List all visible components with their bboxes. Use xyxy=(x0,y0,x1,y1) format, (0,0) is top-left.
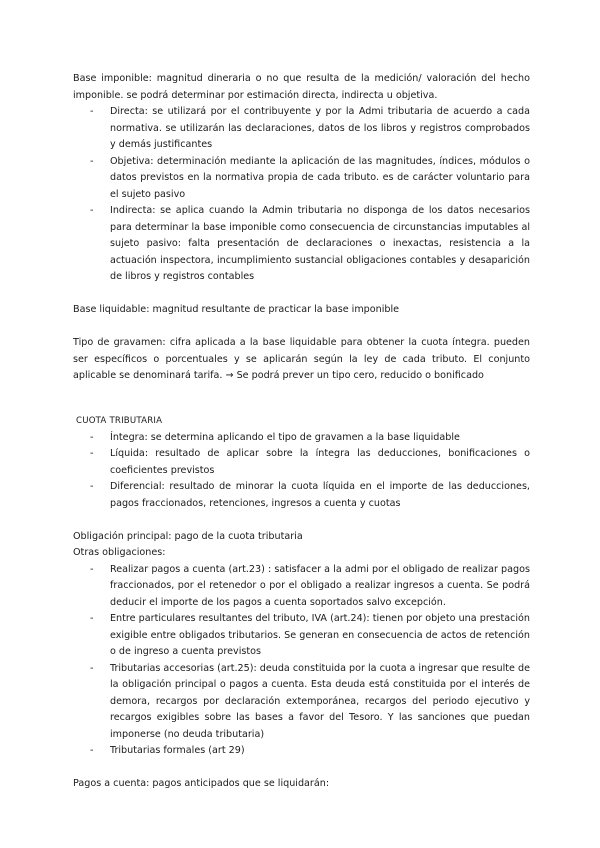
list-item: - Líquida: resultado de aplicar sobre la íntegra las deducciones, bonificaciones o coeficientes previstos xyxy=(73,446,530,479)
list-item: - Tributarias formales (art 29) xyxy=(73,743,530,760)
obligacion-principal-paragraph: Obligación principal: pago de la cuota tributaria xyxy=(73,530,303,542)
pagos-a-cuenta-paragraph: Pagos a cuenta: pagos anticipados que se liquidarán: xyxy=(73,778,330,789)
otras-obligaciones-label: Otras obligaciones: xyxy=(73,547,166,558)
list-item: - Indirecta: se aplica cuando la Admin tributaria no disponga de los datos necesarios para determinar la base imponible como consecuencia de circunstancias imputables al sujeto pasivo: falta presentación de declaraciones o inexactas, resistencia a la actuación inspectora, incumplimiento sustancial obligaciones contables y desaparición de libros y registros contables xyxy=(73,203,530,286)
list-item: - Objetiva: determinación mediante la aplicación de las magnitudes, índices, módulos o datos previstos en la normativa propia de cada tributo. es de carácter voluntario para el sujeto pasivo xyxy=(73,154,530,204)
list-item: - Realizar pagos a cuenta (art.23) : satisfacer a la admi por el obligado de realizar pagos fraccionados, por el retenedor o por el obligado a realizar ingresos a cuenta. Se podrá deducir el importe de los pagos a cuenta soportados salvo excepción. xyxy=(73,562,530,612)
otras-obligaciones-list xyxy=(73,562,530,760)
list-item: - Tributarias accesorias (art.25): deuda constituida por la cuota a ingresar que resulte de la obligación principal o pagos a cuenta. Esta deuda está constituida por el interés de demora, recargos por declaración extemporánea, recargos del periodo ejecutivo y recargos exigibles sobre las bases a favor del Tesoro. Y las sanciones que puedan imponerse (no deuda tributaria) xyxy=(73,661,530,744)
base-imponible-list xyxy=(73,104,530,286)
list-item: - Íntegra: se determina aplicando el tipo de gravamen a la base liquidable xyxy=(73,430,530,447)
cuota-tributaria-list xyxy=(73,430,530,513)
tipo-gravamen-paragraph: Tipo de gravamen: cifra aplicada a la base liquidable para obtener la cuota íntegra. pueden ser específicos o porcentuales y se aplicarán según la ley de cada tributo. El conjunto aplicable se denominará tarifa. → Se podrá prever un tipo cero, reducido o bonificado xyxy=(73,337,530,381)
base-imponible-paragraph: Base imponible: magnitud dineraria o no que resulta de la medición/ valoración del hecho imponible. se podrá determinar por estimación directa, indirecta u objetiva. xyxy=(73,73,530,101)
list-item: - Directa: se utilizará por el contribuyente y por la Admi tributaria de acuerdo a cada normativa. se utilizarán las declaraciones, datos de los libros y registros comprobados y demás justificantes xyxy=(73,104,530,154)
list-item: - Diferencial: resultado de minorar la cuota líquida en el importe de las deducciones, pagos fraccionados, retenciones, ingresos a cuenta y cuotas xyxy=(73,479,530,512)
list-item: - Entre particulares resultantes del tributo, IVA (art.24): tienen por objeto una prestación exigible entre obligados tributarios. Se generan en consecuencia de actos de retención o de ingreso a cuenta previstos xyxy=(73,611,530,661)
cuota-tributaria-heading: CUOTA TRIBUTARIA xyxy=(76,416,163,426)
base-liquidable-paragraph: Base liquidable: magnitud resultante de practicar la base imponible xyxy=(73,304,400,315)
